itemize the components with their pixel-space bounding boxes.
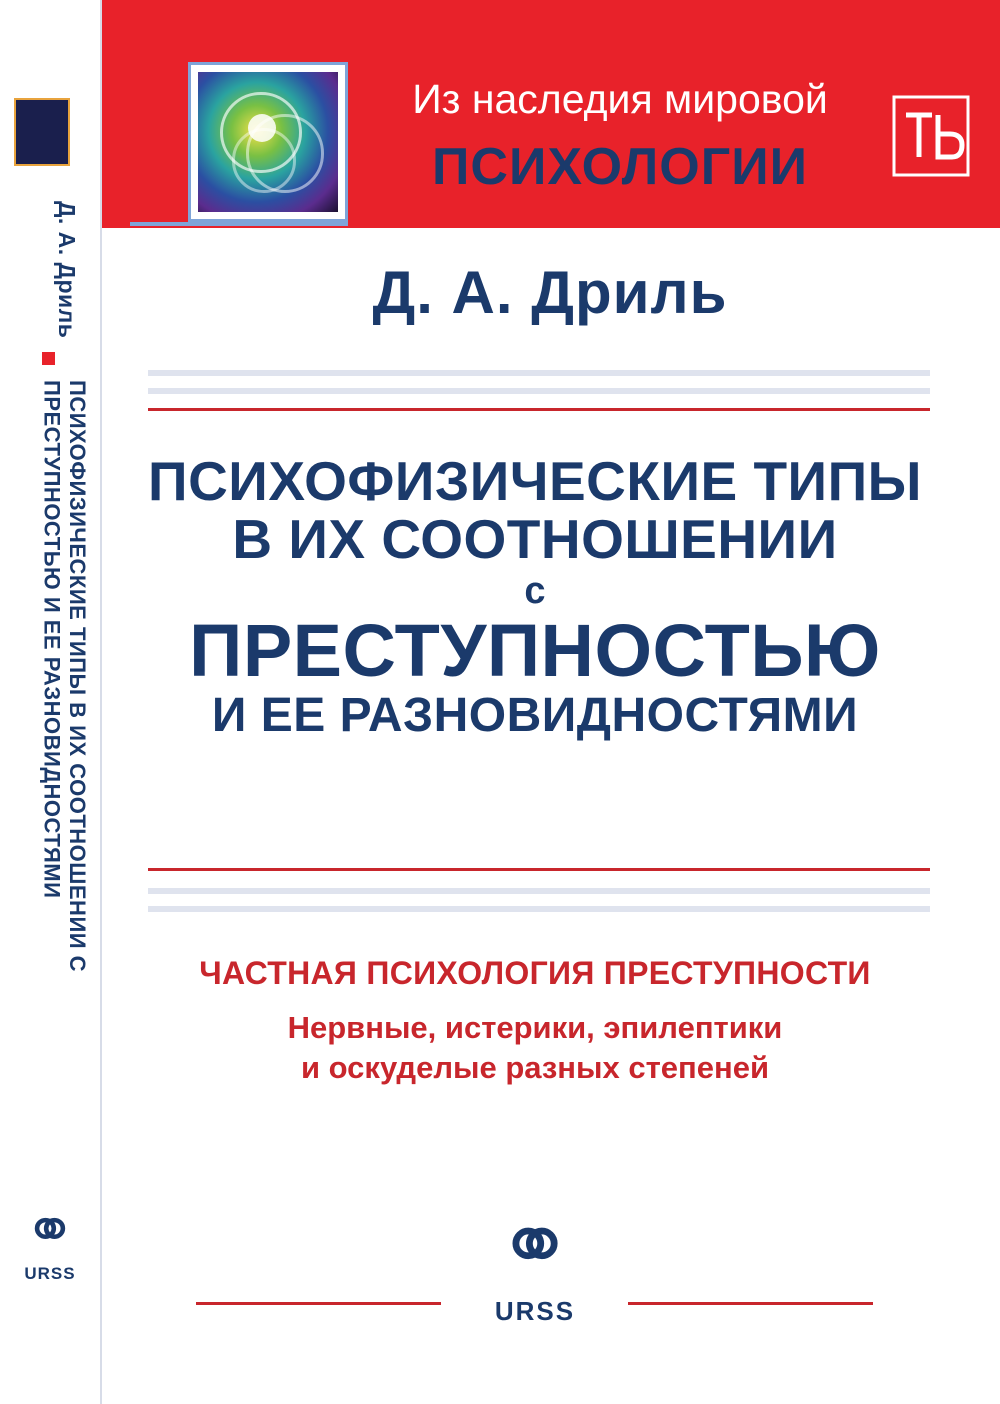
subtitle-main: ЧАСТНАЯ ПСИХОЛОГИЯ ПРЕСТУПНОСТИ	[199, 955, 871, 991]
bottom-rule-right	[628, 1302, 873, 1305]
rule-red-bottom	[148, 868, 930, 871]
title-line-2: В ИХ СООТНОШЕНИИ	[232, 508, 838, 571]
subtitle-line-2: Нервные, истерики, эпилептики	[287, 1010, 783, 1045]
spine-author: Д. А. Дриль	[54, 201, 80, 339]
series-underline	[130, 222, 348, 226]
subtitle-secondary	[130, 1008, 940, 1089]
rule-red-top	[148, 408, 930, 411]
book-title	[130, 452, 940, 743]
spine-thumbnail-icon	[14, 98, 70, 166]
series-title-line1: Из наследия мировой	[412, 76, 828, 122]
title-line-3: с	[524, 569, 546, 612]
publisher-logo	[470, 1192, 600, 1327]
spine-publisher-name: URSS	[24, 1264, 76, 1283]
logo-globe-icon: ⚭	[496, 1192, 574, 1299]
series-logo	[188, 62, 348, 222]
author-name: Д. А. Дриль	[372, 259, 728, 326]
rule-grey-top-2	[148, 388, 930, 394]
spine-square-marker	[42, 352, 55, 365]
title-line-5: И ЕЕ РАЗНОВИДНОСТЯМИ	[211, 689, 859, 743]
spine-publisher-logo	[18, 1193, 82, 1284]
urss-monogram-icon	[892, 95, 970, 177]
title-line-1: ПСИХОФИЗИЧЕСКИЕ ТИПЫ	[148, 450, 922, 512]
spine-title: ПСИХОФИЗИЧЕСКИЕ ТИПЫ В ИХ СООТНОШЕНИИ С ПРЕСТУПНОСТЬЮ И ЕЕ РАЗНОВИДНОСТЯМИ	[39, 380, 90, 973]
series-title-line2: ПСИХОЛОГИИ	[432, 138, 808, 196]
rule-grey-top-1	[148, 370, 930, 376]
title-line-4: ПРЕСТУПНОСТЬЮ	[189, 609, 881, 693]
spine-logo-globe-icon: ⚭	[24, 1193, 76, 1266]
publisher-name: URSS	[494, 1296, 576, 1326]
color-wheel-icon	[198, 72, 338, 212]
rule-grey-bottom-1	[148, 888, 930, 894]
rule-grey-bottom-2	[148, 906, 930, 912]
subtitle-line-3: и оскуделые разных степеней	[300, 1050, 770, 1086]
bottom-rule-left	[196, 1302, 441, 1305]
